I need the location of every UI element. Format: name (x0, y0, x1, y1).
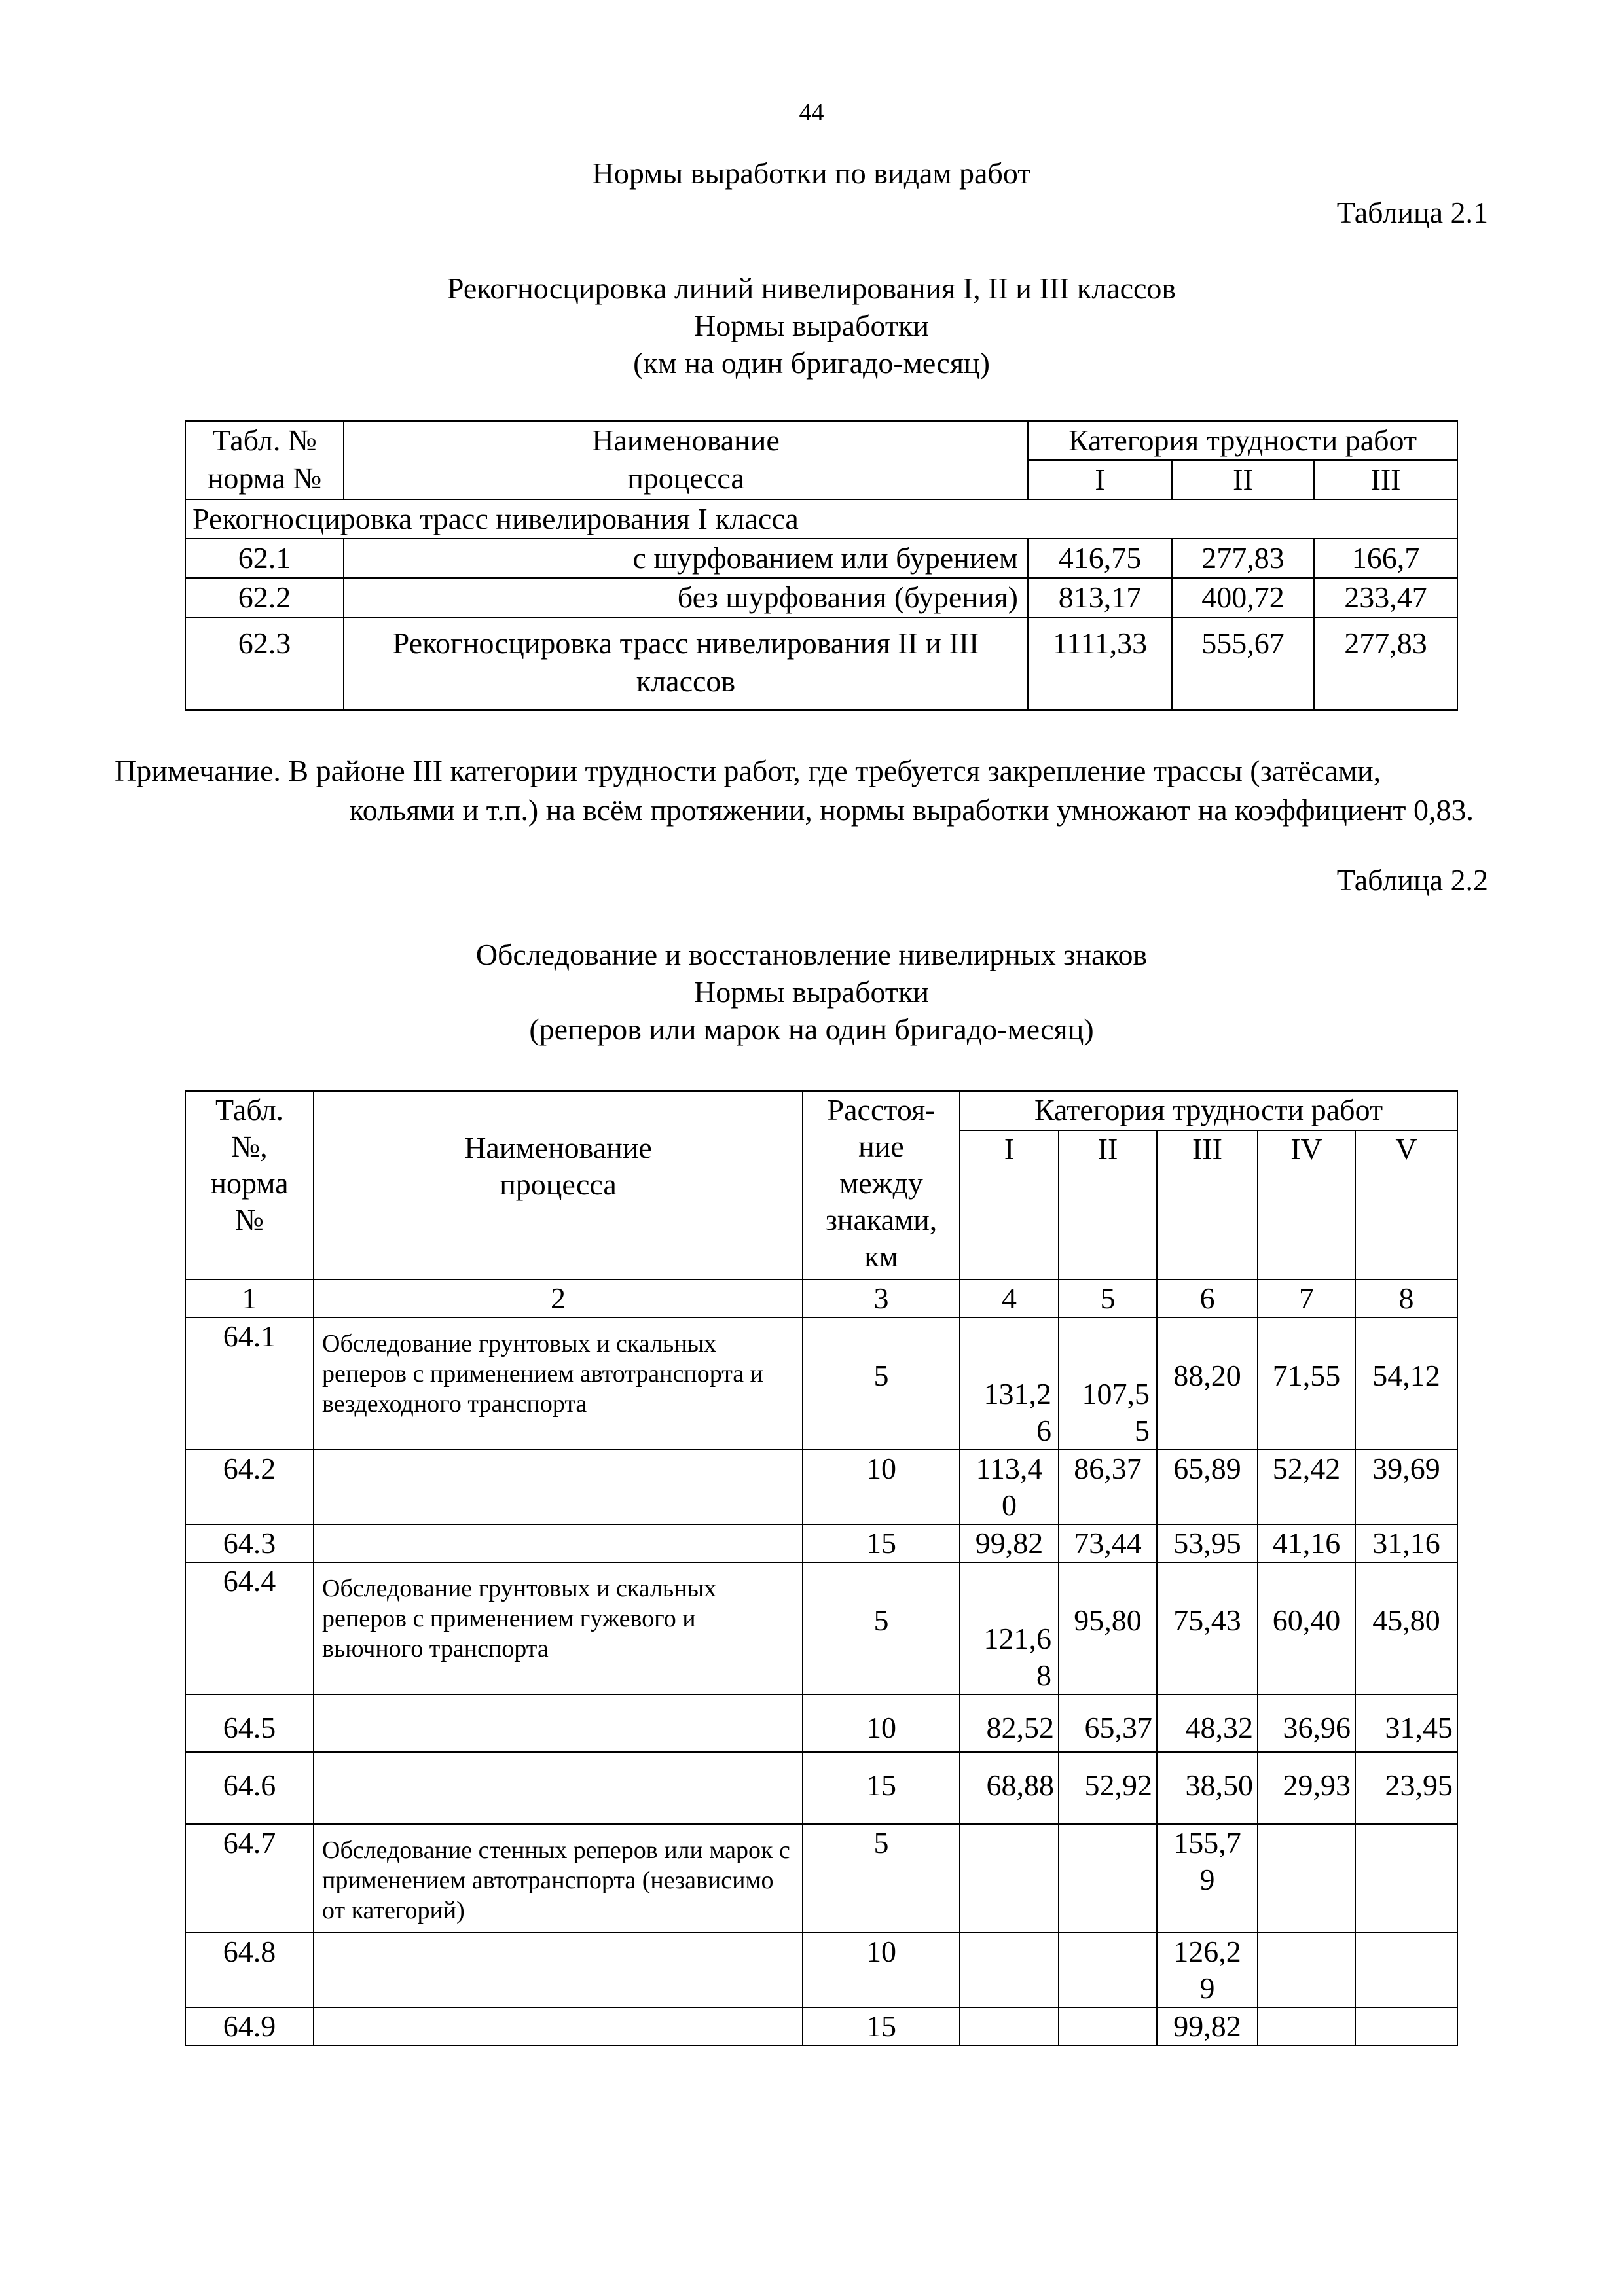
row-value: 41,16 (1258, 1524, 1355, 1562)
table1-label: Таблица 2.1 (1336, 196, 1488, 229)
row-value (1059, 1933, 1157, 2007)
table2-colnum: 8 (1355, 1280, 1457, 1318)
table2-header-cat-1: I (960, 1130, 1059, 1280)
table2-header-name: Наименование процесса (314, 1091, 803, 1280)
table2-title: Обследование и восстановление нивелирных знаков (475, 938, 1148, 971)
row-description: Обследование стенных реперов или марок с применением автотранспорта (независимо от категорий) (314, 1824, 803, 1933)
table2-colnum: 1 (185, 1280, 314, 1318)
table2 (185, 1090, 1458, 2046)
table1-header-cat-3: III (1314, 460, 1457, 499)
table2-subtitle: Нормы выработки (694, 975, 929, 1009)
row-distance: 15 (803, 2007, 960, 2045)
row-value (1059, 1824, 1157, 1933)
row-value (1059, 2007, 1157, 2045)
row-value: 23,95 (1355, 1752, 1457, 1824)
row-description (314, 1933, 803, 2007)
row-value: 555,67 (1172, 617, 1314, 710)
row-value (1258, 1824, 1355, 1933)
table1-header-num (185, 421, 344, 499)
table-row (185, 578, 1457, 617)
row-value: 813,17 (1028, 578, 1172, 617)
note-line2: кольями и т.п.) на всём протяжении, нормы выработки умножают на коэффициент 0,83. (349, 793, 1474, 827)
row-value: 113,4 0 (960, 1450, 1059, 1524)
row-value: 277,83 (1314, 617, 1457, 710)
table1-header-name (344, 421, 1028, 499)
table1-subtitle: Нормы выработки (694, 309, 929, 342)
row-value: 400,72 (1172, 578, 1314, 617)
table2-colnum-row (185, 1280, 1457, 1318)
row-value: 31,16 (1355, 1524, 1457, 1562)
row-num: 64.2 (185, 1450, 314, 1524)
row-distance: 5 (803, 1318, 960, 1450)
table1-title-block (0, 270, 1623, 382)
page-number: 44 (799, 99, 824, 126)
table2-header-cat-4: IV (1258, 1130, 1355, 1280)
row-value: 65,89 (1157, 1450, 1258, 1524)
table-row (185, 539, 1457, 578)
row-distance: 15 (803, 1524, 960, 1562)
table1-header-num-line1: Табл. № (212, 423, 317, 457)
table2-header-category: Категория трудности работ (960, 1091, 1457, 1130)
note-line1: Примечание. В районе III категории трудности работ, где требуется закрепление трассы (затёсами, (115, 754, 1381, 787)
table1-title: Рекогносцировка линий нивелирования I, II и III классов (447, 272, 1176, 305)
table-row (185, 2007, 1457, 2045)
row-value: 99,82 (1157, 2007, 1258, 2045)
table1-section-title: Рекогносцировка трасс нивелирования I класса (185, 499, 1457, 539)
row-value: 131,2 6 (960, 1318, 1059, 1450)
row-description (314, 1695, 803, 1752)
row-value: 82,52 (960, 1695, 1059, 1752)
row-value: 54,12 (1355, 1318, 1457, 1450)
row-value (960, 1824, 1059, 1933)
table-row (185, 1824, 1457, 1933)
table2-colnum: 7 (1258, 1280, 1355, 1318)
row-value: 277,83 (1172, 539, 1314, 578)
table1-header-name-line1: Наименование (592, 423, 780, 457)
table1-unit: (км на один бригадо-месяц) (633, 346, 990, 380)
row-distance: 5 (803, 1562, 960, 1695)
row-value: 65,37 (1059, 1695, 1157, 1752)
row-num: 64.4 (185, 1562, 314, 1695)
row-value: 48,32 (1157, 1695, 1258, 1752)
table1-header-cat-2: II (1172, 460, 1314, 499)
table2-header-num: Табл. №, норма № (185, 1091, 314, 1280)
row-value: 38,50 (1157, 1752, 1258, 1824)
table-row (185, 1562, 1457, 1695)
row-distance: 10 (803, 1933, 960, 2007)
row-description (314, 2007, 803, 2045)
row-description (314, 1752, 803, 1824)
table2-label: Таблица 2.2 (1336, 863, 1488, 897)
row-name-line1: Рекогносцировка трасс нивелирования II и III (392, 626, 979, 660)
row-distance: 10 (803, 1450, 960, 1524)
row-value: 1111,33 (1028, 617, 1172, 710)
row-name: без шурфования (бурения) (344, 578, 1028, 617)
row-value: 68,88 (960, 1752, 1059, 1824)
table1 (185, 420, 1458, 711)
row-value: 71,55 (1258, 1318, 1355, 1450)
row-value: 52,92 (1059, 1752, 1157, 1824)
row-value: 45,80 (1355, 1562, 1457, 1695)
row-value: 121,6 8 (960, 1562, 1059, 1695)
row-value (1258, 2007, 1355, 2045)
row-distance: 10 (803, 1695, 960, 1752)
row-value: 53,95 (1157, 1524, 1258, 1562)
row-value: 60,40 (1258, 1562, 1355, 1695)
row-value: 166,7 (1314, 539, 1457, 578)
row-value: 86,37 (1059, 1450, 1157, 1524)
table2-unit: (реперов или марок на один бригадо-месяц) (529, 1013, 1094, 1046)
row-value: 107,5 5 (1059, 1318, 1157, 1450)
row-num: 64.9 (185, 2007, 314, 2045)
row-name-line2: классов (636, 664, 736, 698)
table-row (185, 1752, 1457, 1824)
row-distance: 5 (803, 1824, 960, 1933)
table-row (185, 1318, 1457, 1450)
table1-header-category: Категория трудности работ (1028, 421, 1457, 460)
table1-header-cat-1: I (1028, 460, 1172, 499)
row-value: 99,82 (960, 1524, 1059, 1562)
row-value: 95,80 (1059, 1562, 1157, 1695)
table2-header-cat-2: II (1059, 1130, 1157, 1280)
table-row (185, 1933, 1457, 2007)
table-row (185, 617, 1457, 710)
row-num: 62.3 (185, 617, 344, 710)
table-row (185, 1524, 1457, 1562)
row-value: 416,75 (1028, 539, 1172, 578)
table2-colnum: 6 (1157, 1280, 1258, 1318)
row-description (314, 1450, 803, 1524)
row-name: с шурфованием или бурением (344, 539, 1028, 578)
row-value: 36,96 (1258, 1695, 1355, 1752)
table2-header-distance: Расстоя- ние между знаками, км (803, 1091, 960, 1280)
row-value (1355, 1933, 1457, 2007)
row-value (960, 1933, 1059, 2007)
row-num: 62.2 (185, 578, 344, 617)
table2-header-row (185, 1091, 1457, 1130)
table2-title-block (0, 936, 1623, 1048)
table2-header-cat-5: V (1355, 1130, 1457, 1280)
row-num: 64.8 (185, 1933, 314, 2007)
table-row (185, 1695, 1457, 1752)
row-value: 52,42 (1258, 1450, 1355, 1524)
table2-colnum: 5 (1059, 1280, 1157, 1318)
row-value (1355, 2007, 1457, 2045)
row-value (1355, 1824, 1457, 1933)
note (115, 751, 1483, 830)
row-value: 233,47 (1314, 578, 1457, 617)
row-value: 126,2 9 (1157, 1933, 1258, 2007)
table2-colnum: 2 (314, 1280, 803, 1318)
row-num: 64.5 (185, 1695, 314, 1752)
row-description: Обследование грунтовых и скальных реперов с применением автотранспорта и вездеходного транспорта (314, 1318, 803, 1450)
row-value (1258, 1933, 1355, 2007)
main-title: Нормы выработки по видам работ (592, 156, 1031, 190)
row-distance: 15 (803, 1752, 960, 1824)
row-description: Обследование грунтовых и скальных реперов с применением гужевого и вьючного транспорта (314, 1562, 803, 1695)
row-num: 64.6 (185, 1752, 314, 1824)
row-value (960, 2007, 1059, 2045)
row-value: 73,44 (1059, 1524, 1157, 1562)
row-num: 64.3 (185, 1524, 314, 1562)
row-value: 31,45 (1355, 1695, 1457, 1752)
table1-header-name-line2: процесса (627, 461, 744, 495)
table2-colnum: 4 (960, 1280, 1059, 1318)
row-num: 62.1 (185, 539, 344, 578)
table-row (185, 1450, 1457, 1524)
table2-header-cat-3: III (1157, 1130, 1258, 1280)
row-value: 39,69 (1355, 1450, 1457, 1524)
table2-colnum: 3 (803, 1280, 960, 1318)
row-num: 64.7 (185, 1824, 314, 1933)
row-value: 88,20 (1157, 1318, 1258, 1450)
row-value: 29,93 (1258, 1752, 1355, 1824)
row-num: 64.1 (185, 1318, 314, 1450)
table1-header-num-line2: норма № (207, 461, 322, 495)
row-name (344, 617, 1028, 710)
row-value: 155,7 9 (1157, 1824, 1258, 1933)
row-description (314, 1524, 803, 1562)
row-value: 75,43 (1157, 1562, 1258, 1695)
